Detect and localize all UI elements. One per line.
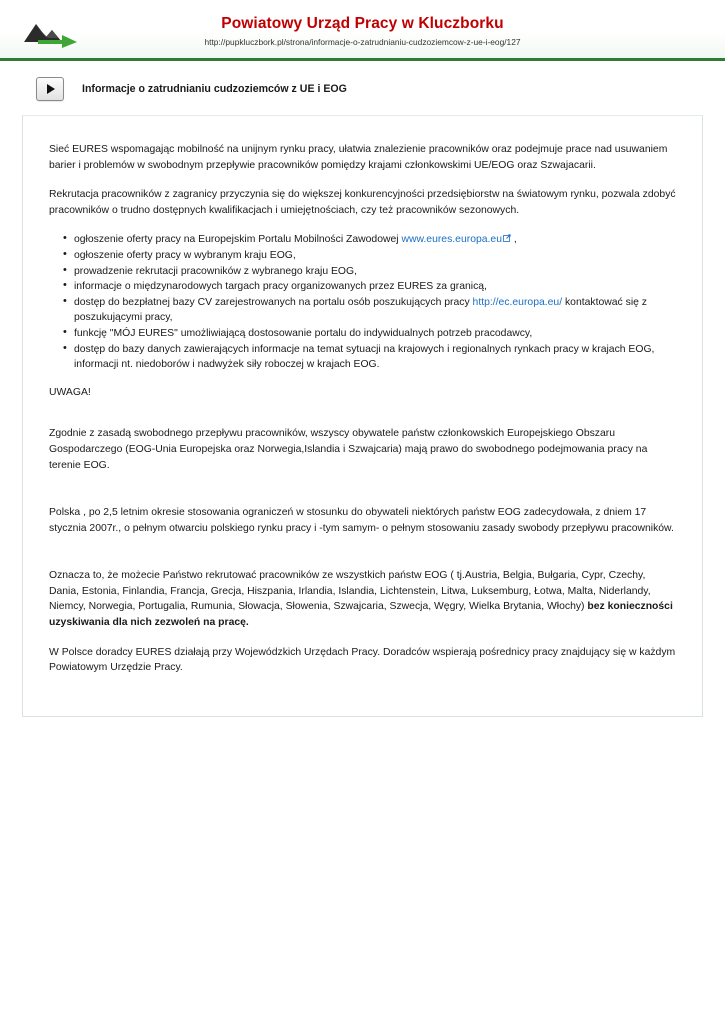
paragraph-5 xyxy=(49,568,676,630)
list-item-text: ogłoszenie oferty pracy w wybranym kraju EOG, xyxy=(74,249,296,261)
list-item-text: dostęp do bazy danych zawierających informacje na temat sytuacji na krajowych i regionalnych rynkach pracy w krajach EOG, informacji nt. niedoborów i nadwyżek siły roboczej w krajach EOG. xyxy=(74,343,655,371)
page-url: http://pupkluczbork.pl/strona/informacje-o-zatrudnianiu-cudzoziemcow-z-ue-i-eog/127 xyxy=(204,37,521,47)
list-item-text: dostęp do bezpłatnej bazy CV zarejestrowanych na portalu osób poszukujących pracy xyxy=(74,296,473,308)
paragraph-5-emphasis: bez konieczności uzyskiwania dla nich zezwoleń na pracę. xyxy=(49,601,673,629)
list-item-text: ogłoszenie oferty pracy na Europejskim Portalu Mobilności Zawodowej xyxy=(74,234,402,246)
paragraph-4: Polska , po 2,5 letnim okresie stosowania ograniczeń w stosunku do obywateli niektórych państw EOG zadecydowała, z dniem 17 stycznia 2007r., o pełnym otwarciu polskiego rynku pracy i -tym samym- o pełnym stosowaniu zasady swobody przepływu pracowników. xyxy=(49,507,674,534)
list-item-text-suffix: kontaktować się z poszukującymi pracy, xyxy=(74,296,647,324)
article-content xyxy=(22,115,703,717)
list-item xyxy=(63,295,676,326)
paragraph-5-text: Oznacza to, że możecie Państwo rekrutować pracowników ze wszystkich państw EOG ( tj.Austria, Belgia, Bułgaria, Cypr, Czechy, Dania, Estonia, Finlandia, Francja, Grecja, Hiszpania, Irlandia, Islandia, Lichtenstein, Litwa, Luksemburg, Łotwa, Malta, Niderlandy, Niemcy, Norwegia, Portugalia, Rumunia, Słowacja, Słowenia, Szwajcaria, Szwecja, Węgry, Wielka Brytania, Włochy) xyxy=(49,570,651,613)
external-link-icon xyxy=(503,232,511,240)
header-text-block xyxy=(204,10,520,48)
external-link[interactable]: www.eures.europa.eu xyxy=(401,234,502,246)
list-item xyxy=(63,264,676,280)
list-item-text: prowadzenie rekrutacji pracowników z wybranego kraju EOG, xyxy=(74,265,357,277)
list-item-text-suffix: , xyxy=(510,234,517,246)
paragraph-2: Rekrutacja pracowników z zagranicy przyczynia się do większej konkurencyjności przedsiębiorstw na światowym rynku, pozwala zdobyć pracowników o trudno dostępnych kwalifikacjach i umiejętnościach, czy też pracowników sezonowych. xyxy=(49,189,676,216)
list-item xyxy=(63,248,676,264)
list-item xyxy=(63,342,676,373)
site-header xyxy=(0,0,725,61)
paragraph-3: Zgodnie z zasadą swobodnego przepływu pracowników, wszyscy obywatele państw członkowskich Europejskiego Obszaru Gospodarczego (EOG-Unia Europejska oraz Norwegia,Islandia i Szwajcaria) mają prawo do swobodnego podejmowania pracy na terenie EOG. xyxy=(49,428,648,471)
article-title: Informacje o zatrudnianiu cudzoziemców z UE i EOG xyxy=(82,83,347,95)
list-item-text: funkcję "MÓJ EURES" umożliwiającą dostosowanie portalu do indywidualnych potrzeb pracodawcy, xyxy=(74,327,533,339)
paragraph-6: W Polsce doradcy EURES działają przy Wojewódzkich Urzędach Pracy. Doradców wspierają pośrednicy pracy znajdujący się w każdym Powiatowym Urzędzie Pracy. xyxy=(49,646,676,674)
page-title: Powiatowy Urząd Pracy w Kluczborku xyxy=(221,15,504,32)
mountain-arrow-logo-icon xyxy=(22,18,80,48)
benefits-list xyxy=(49,232,676,372)
list-item xyxy=(63,232,676,248)
article-title-bar xyxy=(0,61,725,101)
list-item-text: informacje o międzynarodowych targach pracy organizowanych przez EURES za granicą, xyxy=(74,281,487,293)
play-button-icon[interactable] xyxy=(36,77,64,101)
notice-label: UWAGA! xyxy=(49,386,91,398)
list-item xyxy=(63,326,676,342)
list-item xyxy=(63,279,676,295)
external-link[interactable]: http://ec.europa.eu/ xyxy=(472,296,563,308)
paragraph-1: Sieć EURES wspomagając mobilność na unijnym rynku pracy, ułatwia znalezienie pracowników oraz podejmuje prace nad usuwaniem barier i problemów w swobodnym przepływie pracowników pomiędzy krajami członkowskimi UE/EOG oraz Szwajacarii. xyxy=(49,144,668,171)
